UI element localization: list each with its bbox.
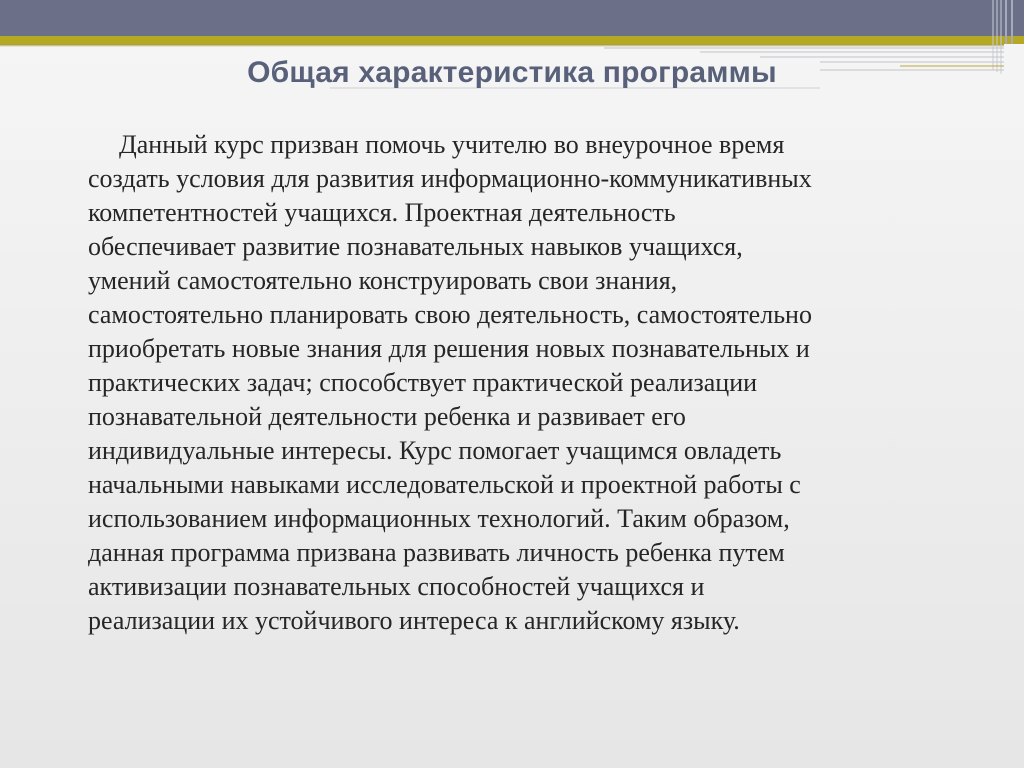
body-line: практических задач; способствует практической реализации (88, 368, 758, 397)
body-line: обеспечивает развитие познавательных навыков учащихся, (88, 232, 743, 261)
body-line: реализации их устойчивого интереса к английскому языку. (88, 606, 740, 635)
body-line: умений самостоятельно конструировать свои знания, (88, 266, 678, 295)
body-line: использованием информационных технологий. Таким образом, (88, 504, 790, 533)
body-line: индивидуальные интересы. Курс помогает учащимся овладеть (88, 436, 782, 465)
body-line: самостоятельно планировать свою деятельность, самостоятельно (88, 300, 812, 329)
body-line: начальными навыками исследовательской и проектной работы с (88, 470, 801, 499)
body-line: данная программа призвана развивать личность ребенка путем (88, 538, 785, 567)
body-line: приобретать новые знания для решения новых познавательных и (88, 334, 810, 363)
body-line: Данный курс призван помочь учителю во внеурочное время (119, 130, 785, 159)
body-paragraph (88, 128, 988, 638)
body-line: активизации познавательных способностей учащихся и (88, 572, 705, 601)
body-line: компетентностей учащихся. Проектная деятельность (88, 198, 676, 227)
slide-title: Общая характеристика программы (247, 56, 777, 89)
body-line: познавательной деятельности ребенка и развивает его (88, 402, 686, 431)
body-line: создать условия для развития информационно-коммуникативных (88, 164, 812, 193)
